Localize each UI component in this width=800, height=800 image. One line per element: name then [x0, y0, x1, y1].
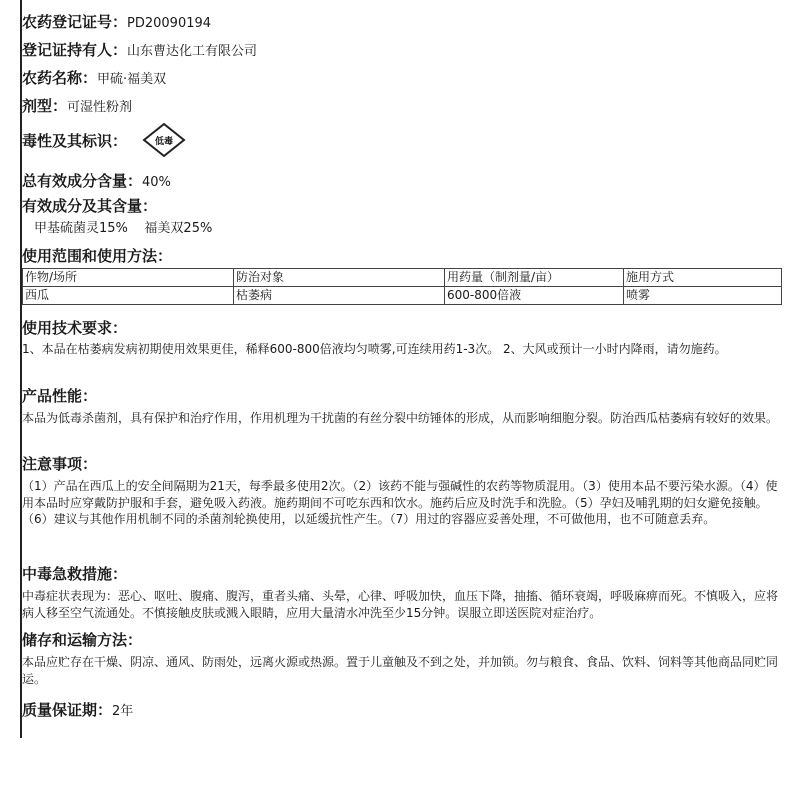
usage-cell-target: 枯萎病 [234, 287, 445, 305]
ingredients-value: 甲基硫菌灵15% 福美双25% [34, 221, 213, 236]
usage-label: 使用范围和使用方法： [22, 247, 173, 265]
toxicity-icon-text: 低毒 [155, 137, 174, 147]
notes-heading [22, 456, 97, 472]
low-toxicity-diamond-icon [142, 122, 186, 161]
ingredients-heading [22, 198, 157, 214]
usage-col-method: 施用方式 [624, 269, 782, 287]
formulation-label: 剂型： [22, 97, 68, 115]
usage-table [22, 268, 782, 305]
poison-heading [22, 566, 127, 582]
formulation-line [22, 98, 132, 114]
storage-label: 储存和运输方法： [22, 631, 143, 649]
performance-text: 本品为低毒杀菌剂，具有保护和治疗作用，作用机理为干扰菌的有丝分裂中纺锤体的形成，从而影响细胞分裂。防治西瓜枯萎病有较好的效果。 [22, 411, 779, 425]
name-line [22, 70, 166, 86]
storage-text: 本品应贮存在干燥、阴凉、通风、防雨处，远离火源或热源。置于儿童触及不到之处，并加锁。勿与粮食、食品、饮料、饲料等其他商品同贮同运。 [22, 655, 779, 686]
poison-label: 中毒急救措施： [22, 565, 128, 583]
usage-col-crop: 作物/场所 [23, 269, 234, 287]
registration-label: 农药登记证号： [22, 13, 128, 31]
performance-heading [22, 388, 97, 404]
table-row [23, 287, 782, 305]
ingredients-label: 有效成分及其含量： [22, 197, 158, 215]
poison-text: 中毒症状表现为：恶心、呕吐、腹痛、腹泻，重者头痛、头晕，心律、呼吸加快，血压下降，抽搐、循环衰竭，呼吸麻痹而死。不慎吸入，应将病人移至空气流通处。不慎接触皮肤或溅入眼睛，应用大量清水冲洗至少15分钟。误服立即送医院对症治疗。 [22, 589, 779, 620]
warranty-label: 质量保证期： [22, 701, 113, 719]
usage-cell-crop: 西瓜 [23, 287, 234, 305]
usage-cell-dosage: 600-800倍液 [445, 287, 624, 305]
usage-col-dosage: 用药量（制剂量/亩） [445, 269, 624, 287]
holder-value: 山东曹达化工有限公司 [127, 44, 258, 59]
total-content-value: 40% [142, 175, 171, 190]
storage-heading [22, 632, 142, 648]
holder-line [22, 42, 257, 58]
warranty-line [22, 702, 133, 718]
performance-label: 产品性能： [22, 387, 98, 405]
registration-line [22, 14, 211, 30]
usage-col-target: 防治对象 [234, 269, 445, 287]
usage-table-header-row [23, 269, 782, 287]
usage-heading [22, 248, 172, 264]
notes-label: 注意事项： [22, 455, 98, 473]
formulation-value: 可湿性粉剂 [67, 100, 133, 115]
total-content-label: 总有效成分含量： [22, 172, 143, 190]
toxicity-line [22, 122, 186, 161]
total-content-line [22, 173, 171, 189]
notes-text: （1）产品在西瓜上的安全间隔期为21天，每季最多使用2次。（2）该药不能与强碱性的农药等物质混用。（3）使用本品不要污染水源。（4）使用本品时应穿戴防护服和手套，避免吸入药液。施药期间不可吃东西和饮水。施药后应及时洗手和洗脸。（5）孕妇及哺乳期的妇女避免接触。（6）建议与其他作用机制不同的杀菌剂轮换使用，以延缓抗性产生。（7）用过的容器应妥善处理，不可做他用，也不可随意丢弃。 [22, 479, 778, 526]
registration-value: PD20090194 [127, 16, 212, 31]
name-value: 甲硫·福美双 [97, 72, 167, 87]
usage-cell-method: 喷雾 [624, 287, 782, 305]
warranty-value: 2年 [112, 704, 134, 719]
name-label: 农药名称： [22, 69, 98, 87]
tech-text: 1、本品在枯萎病发病初期使用效果更佳，稀释600-800倍液均匀喷雾,可连续用药1-3次。 2、大风或预计一小时内降雨，请勿施药。 [22, 342, 727, 356]
tech-label: 使用技术要求： [22, 319, 128, 337]
holder-label: 登记证持有人： [22, 41, 128, 59]
toxicity-label: 毒性及其标识： [22, 132, 128, 150]
tech-heading [22, 320, 127, 336]
